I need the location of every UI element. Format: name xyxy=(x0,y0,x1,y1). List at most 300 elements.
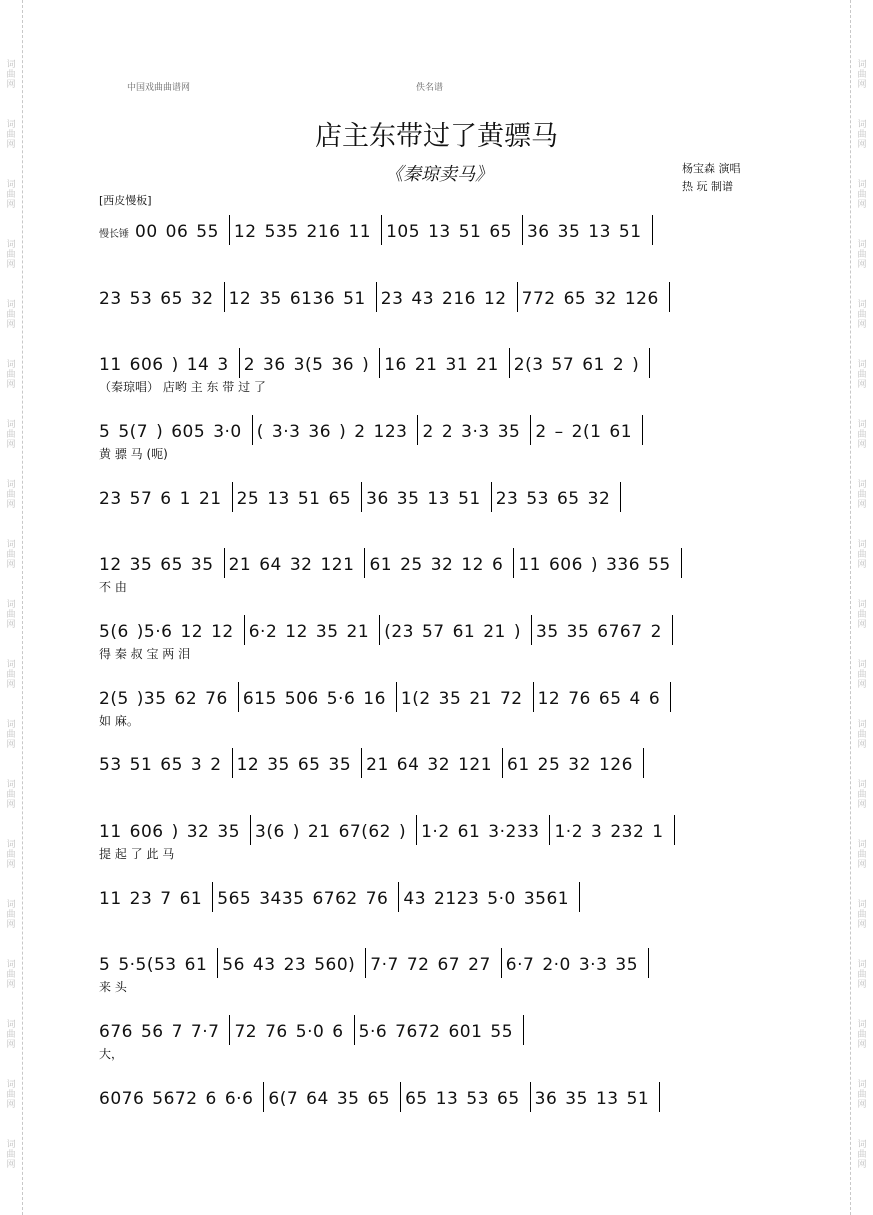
barline xyxy=(648,948,649,978)
lyrics-line: 不 由 xyxy=(99,580,127,594)
barline xyxy=(250,815,251,845)
note-group: ) xyxy=(632,355,640,375)
barline xyxy=(379,348,380,378)
note-group: 21 xyxy=(483,622,506,642)
watermark-glyphs: 词 曲 网 xyxy=(857,780,867,810)
note-group: 6 xyxy=(492,555,504,575)
note-group: 1·2 xyxy=(421,822,450,842)
barline xyxy=(364,548,365,578)
watermark-glyphs: 词 曲 网 xyxy=(857,1020,867,1050)
note-group: 21 xyxy=(307,822,331,842)
note-group: 565 xyxy=(217,889,252,909)
note-group: 36 xyxy=(263,355,286,375)
note-group: 601 xyxy=(448,1022,483,1042)
notation-line xyxy=(99,548,686,578)
note-group: 23 xyxy=(99,489,122,509)
note-group: ) xyxy=(339,422,347,442)
barline xyxy=(354,1015,355,1045)
note-group: 51 xyxy=(626,1089,650,1109)
barline xyxy=(579,882,580,912)
watermark-glyphs: 词 曲 网 xyxy=(857,540,867,570)
score-line xyxy=(99,1015,791,1061)
watermark-glyphs: 词 曲 网 xyxy=(6,720,16,750)
note-group: 12 xyxy=(461,555,484,575)
barline xyxy=(643,748,644,778)
note-group: 2 xyxy=(210,755,222,775)
watermark-glyphs: 词 曲 网 xyxy=(857,480,867,510)
score-line xyxy=(99,548,791,594)
note-group: 65 xyxy=(328,489,352,509)
note-group: 36 xyxy=(308,422,332,442)
note-group: 55 xyxy=(648,555,671,575)
note-group: 2(5 xyxy=(99,689,129,709)
page-title: 店主东带过了黄骠马 xyxy=(315,121,558,152)
barline xyxy=(533,682,534,712)
note-group: 32 xyxy=(594,289,617,309)
barline xyxy=(398,882,399,912)
note-group: 72 xyxy=(234,1022,258,1042)
notation-line xyxy=(99,1082,664,1112)
barline xyxy=(232,482,233,512)
note-group: 605 xyxy=(171,422,206,442)
note-group: 6(7 xyxy=(268,1089,299,1109)
notation-line xyxy=(99,348,654,378)
score-line xyxy=(99,682,791,728)
barline xyxy=(416,815,417,845)
note-group: 6 xyxy=(648,689,661,709)
note-group: 3 xyxy=(217,355,229,375)
notation-line xyxy=(99,682,675,712)
note-group: 23 xyxy=(380,289,404,309)
watermark-glyphs: 词 曲 网 xyxy=(857,660,867,690)
note-group: 126 xyxy=(598,755,633,775)
note-group: 126 xyxy=(624,289,659,309)
note-group: 23 xyxy=(99,289,122,309)
note-group: 11 xyxy=(518,555,541,575)
note-group: 51 xyxy=(618,222,642,242)
note-group: 606 xyxy=(548,555,583,575)
barline xyxy=(531,615,532,645)
note-group: 3 xyxy=(190,755,203,775)
note-group: 57 xyxy=(129,489,153,509)
note-group: 23 xyxy=(495,489,519,509)
note-group: ) xyxy=(362,355,370,375)
note-group: 43 xyxy=(403,889,427,909)
note-group: 57 xyxy=(551,355,575,375)
note-group: 5·6 xyxy=(358,1022,388,1042)
note-group: 3561 xyxy=(523,889,570,909)
note-group: 35 xyxy=(190,555,214,575)
lyrics-line: 来 头 xyxy=(99,980,127,994)
watermark-glyphs: 词 曲 网 xyxy=(6,240,16,270)
watermark-glyphs: 词 曲 网 xyxy=(6,480,16,510)
barline xyxy=(672,615,673,645)
note-group: 606 xyxy=(129,355,164,375)
note-group: 25 xyxy=(236,489,260,509)
note-group: 6·7 xyxy=(505,955,535,975)
note-group: 121 xyxy=(458,755,493,775)
note-group: 65 xyxy=(489,222,512,242)
note-group: 5(7 xyxy=(118,422,149,442)
header-source: 中国戏曲曲谱网 xyxy=(127,83,191,93)
note-group: 36 xyxy=(526,222,550,242)
note-group: 11 xyxy=(99,822,122,842)
barline xyxy=(379,615,380,645)
barline xyxy=(513,548,514,578)
note-group: 13 xyxy=(267,489,290,509)
watermark-glyphs: 词 曲 网 xyxy=(6,300,16,330)
barline xyxy=(523,1015,524,1045)
note-group: 6·2 xyxy=(248,622,278,642)
note-group: 65 xyxy=(563,289,587,309)
note-group: 2·0 xyxy=(542,955,571,975)
note-group: 16 xyxy=(384,355,407,375)
note-group: 67(62 xyxy=(338,822,391,842)
note-group: 560) xyxy=(314,955,356,975)
note-group: 72 xyxy=(499,689,523,709)
note-group: 65 xyxy=(405,1089,428,1109)
note-group: 12 xyxy=(180,622,204,642)
note-group: 61 xyxy=(507,755,530,775)
note-group: 61 xyxy=(184,955,208,975)
barline xyxy=(509,348,510,378)
note-group: 35 xyxy=(557,222,581,242)
barline xyxy=(530,1082,531,1112)
note-group: ) xyxy=(171,355,179,375)
barline xyxy=(642,415,643,445)
note-group: 21 xyxy=(414,355,438,375)
watermark-glyphs: 词 曲 网 xyxy=(857,840,867,870)
watermark-glyphs: 词 曲 网 xyxy=(6,180,16,210)
note-group: 51 xyxy=(343,289,366,309)
note-group: 11 xyxy=(99,355,122,375)
watermark-glyphs: 词 曲 网 xyxy=(6,660,16,690)
note-group: 35 xyxy=(315,622,339,642)
watermark-glyphs: 词 曲 网 xyxy=(857,180,867,210)
note-group: 21 xyxy=(198,489,222,509)
note-group: 51 xyxy=(297,489,321,509)
barline xyxy=(361,482,362,512)
note-group: 67 xyxy=(437,955,461,975)
note-group: 35 xyxy=(336,1089,360,1109)
note-group: 21 xyxy=(476,355,499,375)
note-group: 76 xyxy=(265,1022,288,1042)
barline xyxy=(669,282,670,312)
note-group: 2 xyxy=(422,422,434,442)
notation-line xyxy=(99,882,584,912)
watermark-glyphs: 词 曲 网 xyxy=(857,240,867,270)
barline xyxy=(501,948,502,978)
note-group: 3·3 xyxy=(461,422,490,442)
score-line xyxy=(99,415,791,461)
note-group: ( xyxy=(256,422,264,442)
note-group: 2 xyxy=(535,422,547,442)
note-group: 3435 xyxy=(259,889,305,909)
lyrics-line: 黄 骠 马 (呃) xyxy=(99,447,168,461)
notation-line xyxy=(99,948,653,978)
notation-line xyxy=(99,748,648,778)
barline xyxy=(649,348,650,378)
note-group: 1·2 xyxy=(554,822,584,842)
note-group: 6136 xyxy=(289,289,336,309)
note-group: 32 xyxy=(289,555,313,575)
score-line xyxy=(99,882,791,922)
note-group: 61 xyxy=(609,422,633,442)
note-group: 25 xyxy=(537,755,561,775)
note-group: ) xyxy=(513,622,522,642)
barline xyxy=(522,215,523,245)
note-group: 35 xyxy=(217,822,241,842)
note-group: 13 xyxy=(427,489,451,509)
note-group: 6 xyxy=(160,489,172,509)
barline xyxy=(224,282,225,312)
note-group: ) xyxy=(156,422,164,442)
notation-line xyxy=(99,1015,528,1045)
note-group: 64 xyxy=(306,1089,329,1109)
tempo-marker: 慢长锤 xyxy=(99,228,129,240)
note-group: 32 xyxy=(186,822,210,842)
note-group: 6 xyxy=(332,1022,344,1042)
note-group: 13 xyxy=(595,1089,619,1109)
note-group: 61 xyxy=(582,355,605,375)
watermark-glyphs: 词 曲 网 xyxy=(6,960,16,990)
note-group: 3·233 xyxy=(488,822,540,842)
note-group: 51 xyxy=(458,489,481,509)
barline xyxy=(517,282,518,312)
note-group: 336 xyxy=(606,555,641,575)
note-group: 76 xyxy=(568,689,591,709)
watermark-glyphs: 词 曲 网 xyxy=(6,780,16,810)
score-line xyxy=(99,815,791,861)
barline xyxy=(381,215,382,245)
note-group: 12 xyxy=(285,622,308,642)
note-group: 5·5(53 xyxy=(118,955,177,975)
watermark-glyphs: 词 曲 网 xyxy=(6,60,16,90)
note-group: 7672 xyxy=(395,1022,441,1042)
note-group: 65 xyxy=(160,555,183,575)
note-group: 7 xyxy=(171,1022,183,1042)
note-group: 2(1 xyxy=(571,422,602,442)
note-group: 2 xyxy=(612,355,625,375)
note-group: 5672 xyxy=(152,1089,198,1109)
notation-line xyxy=(99,815,679,845)
note-group: 57 xyxy=(421,622,445,642)
barline xyxy=(224,548,225,578)
note-group: 23 xyxy=(283,955,307,975)
note-group: 6 xyxy=(205,1089,217,1109)
note-group: 65 xyxy=(367,1089,391,1109)
barline xyxy=(365,948,366,978)
note-group: 23 xyxy=(129,889,153,909)
note-group: 7·7 xyxy=(190,1022,220,1042)
lyrics-line: 如 麻。 xyxy=(99,714,139,728)
note-group: 35 xyxy=(328,755,352,775)
note-group: 61 xyxy=(452,622,476,642)
score-line xyxy=(99,1082,791,1122)
barline xyxy=(502,748,503,778)
note-group: 32 xyxy=(190,289,214,309)
note-group: 7 xyxy=(160,889,172,909)
watermark-glyphs: 词 曲 网 xyxy=(857,720,867,750)
note-group: 65 xyxy=(297,755,321,775)
score-line xyxy=(99,748,791,788)
barline xyxy=(659,1082,660,1112)
barline xyxy=(417,415,418,445)
note-group: 615 xyxy=(242,689,277,709)
barline xyxy=(491,482,492,512)
note-group: 21 xyxy=(469,689,492,709)
note-group: 35 xyxy=(259,289,282,309)
note-group: 64 xyxy=(259,555,282,575)
barline xyxy=(263,1082,264,1112)
note-group: 35 xyxy=(267,755,290,775)
note-group: 6762 xyxy=(312,889,358,909)
barline xyxy=(238,682,239,712)
note-group: 6767 xyxy=(597,622,643,642)
watermark-glyphs: 词 曲 网 xyxy=(6,540,16,570)
note-group: 2 xyxy=(243,355,256,375)
note-group: 35 xyxy=(438,689,462,709)
note-group: 3(6 xyxy=(255,822,285,842)
note-group: )5·6 xyxy=(136,622,173,642)
note-group: 123 xyxy=(373,422,408,442)
note-group: 55 xyxy=(196,222,219,242)
note-group: 51 xyxy=(129,755,153,775)
barline xyxy=(620,482,621,512)
note-group: 1(2 xyxy=(400,689,431,709)
note-group: 76 xyxy=(205,689,228,709)
barline xyxy=(252,415,253,445)
note-group: 5 xyxy=(99,422,111,442)
note-group: 36 xyxy=(366,489,389,509)
note-group: 53 xyxy=(526,489,549,509)
barline xyxy=(530,415,531,445)
note-group: ) xyxy=(398,822,407,842)
barline xyxy=(670,682,671,712)
note-group: 105 xyxy=(386,222,421,242)
barline xyxy=(652,215,653,245)
note-group: 606 xyxy=(129,822,164,842)
note-group: 12 xyxy=(483,289,507,309)
note-group: 32 xyxy=(568,755,591,775)
watermark-glyphs: 词 曲 网 xyxy=(6,840,16,870)
singer-credit: 杨宝森 演唱 xyxy=(682,162,741,175)
score-line xyxy=(99,215,791,255)
barline xyxy=(681,548,682,578)
note-group: 2 xyxy=(650,622,662,642)
note-group: 21 xyxy=(366,755,389,775)
note-group: 35 xyxy=(497,422,521,442)
note-group: 35 xyxy=(565,1089,588,1109)
note-group: 76 xyxy=(365,889,389,909)
note-group: 06 xyxy=(165,222,189,242)
note-group: 5·0 xyxy=(295,1022,325,1042)
watermark-glyphs: 词 曲 网 xyxy=(6,420,16,450)
note-group: (23 xyxy=(384,622,414,642)
page-subtitle: 《秦琼卖马》 xyxy=(385,164,493,185)
note-group: 772 xyxy=(521,289,556,309)
note-group: 53 xyxy=(466,1089,490,1109)
note-group: 62 xyxy=(174,689,198,709)
note-group: 64 xyxy=(396,755,420,775)
note-group: )35 xyxy=(136,689,167,709)
watermark-glyphs: 词 曲 网 xyxy=(857,60,867,90)
note-group: 35 xyxy=(396,489,420,509)
watermark-glyphs: 词 曲 网 xyxy=(857,300,867,330)
note-group: 35 xyxy=(615,955,639,975)
note-group: 72 xyxy=(406,955,430,975)
note-group: 32 xyxy=(430,555,454,575)
note-group: – xyxy=(554,422,564,442)
note-group: 3 xyxy=(591,822,603,842)
note-group: 121 xyxy=(320,555,355,575)
mode-label: [西皮慢板] xyxy=(99,194,152,207)
note-group: 6076 xyxy=(99,1089,145,1109)
note-group: 16 xyxy=(363,689,386,709)
note-group: 31 xyxy=(445,355,469,375)
note-group: 1 xyxy=(652,822,664,842)
barline xyxy=(674,815,675,845)
note-group: 232 xyxy=(610,822,645,842)
note-group: 53 xyxy=(129,289,153,309)
lyrics-line: 大， xyxy=(99,1047,124,1061)
note-group: 5(6 xyxy=(99,622,129,642)
notation-line xyxy=(99,615,677,645)
watermark-glyphs: 词 曲 网 xyxy=(857,1140,867,1170)
note-group: 2123 xyxy=(434,889,480,909)
watermark-glyphs: 词 曲 网 xyxy=(857,960,867,990)
note-group: 14 xyxy=(186,355,210,375)
note-group: 676 xyxy=(99,1022,133,1042)
note-group: 65 xyxy=(160,289,183,309)
note-group: 55 xyxy=(490,1022,514,1042)
barline xyxy=(239,348,240,378)
lyrics-line: 得 秦 叔 宝 两 泪 xyxy=(99,647,191,661)
watermark-glyphs: 词 曲 网 xyxy=(6,1020,16,1050)
note-group: 5 xyxy=(99,955,111,975)
note-group: 3(5 xyxy=(293,355,324,375)
note-group: 3·3 xyxy=(271,422,301,442)
score-line xyxy=(99,482,791,522)
note-group: 56 xyxy=(140,1022,164,1042)
note-group: 61 xyxy=(179,889,203,909)
barline xyxy=(396,682,397,712)
note-group: ) xyxy=(171,822,179,842)
note-group: 12 xyxy=(537,689,561,709)
note-group: 61 xyxy=(457,822,481,842)
note-group: 00 xyxy=(135,222,158,242)
header-center: 佚名谱 xyxy=(416,83,444,93)
note-group: 56 xyxy=(222,955,245,975)
watermark-glyphs: 词 曲 网 xyxy=(857,360,867,390)
watermark-glyphs: 词 曲 网 xyxy=(6,360,16,390)
note-group: 32 xyxy=(427,755,451,775)
note-group: 43 xyxy=(411,289,435,309)
note-group: ) xyxy=(590,555,599,575)
barline xyxy=(361,748,362,778)
note-group: 12 xyxy=(236,755,260,775)
barline xyxy=(376,282,377,312)
note-group: 535 xyxy=(264,222,299,242)
note-group: 35 xyxy=(536,622,559,642)
note-group: 53 xyxy=(99,755,122,775)
score-line xyxy=(99,615,791,661)
note-group: 5·0 xyxy=(487,889,516,909)
note-group: ) xyxy=(292,822,300,842)
note-group: 32 xyxy=(587,489,611,509)
watermark-glyphs: 词 曲 网 xyxy=(6,120,16,150)
note-group: 7·7 xyxy=(370,955,399,975)
